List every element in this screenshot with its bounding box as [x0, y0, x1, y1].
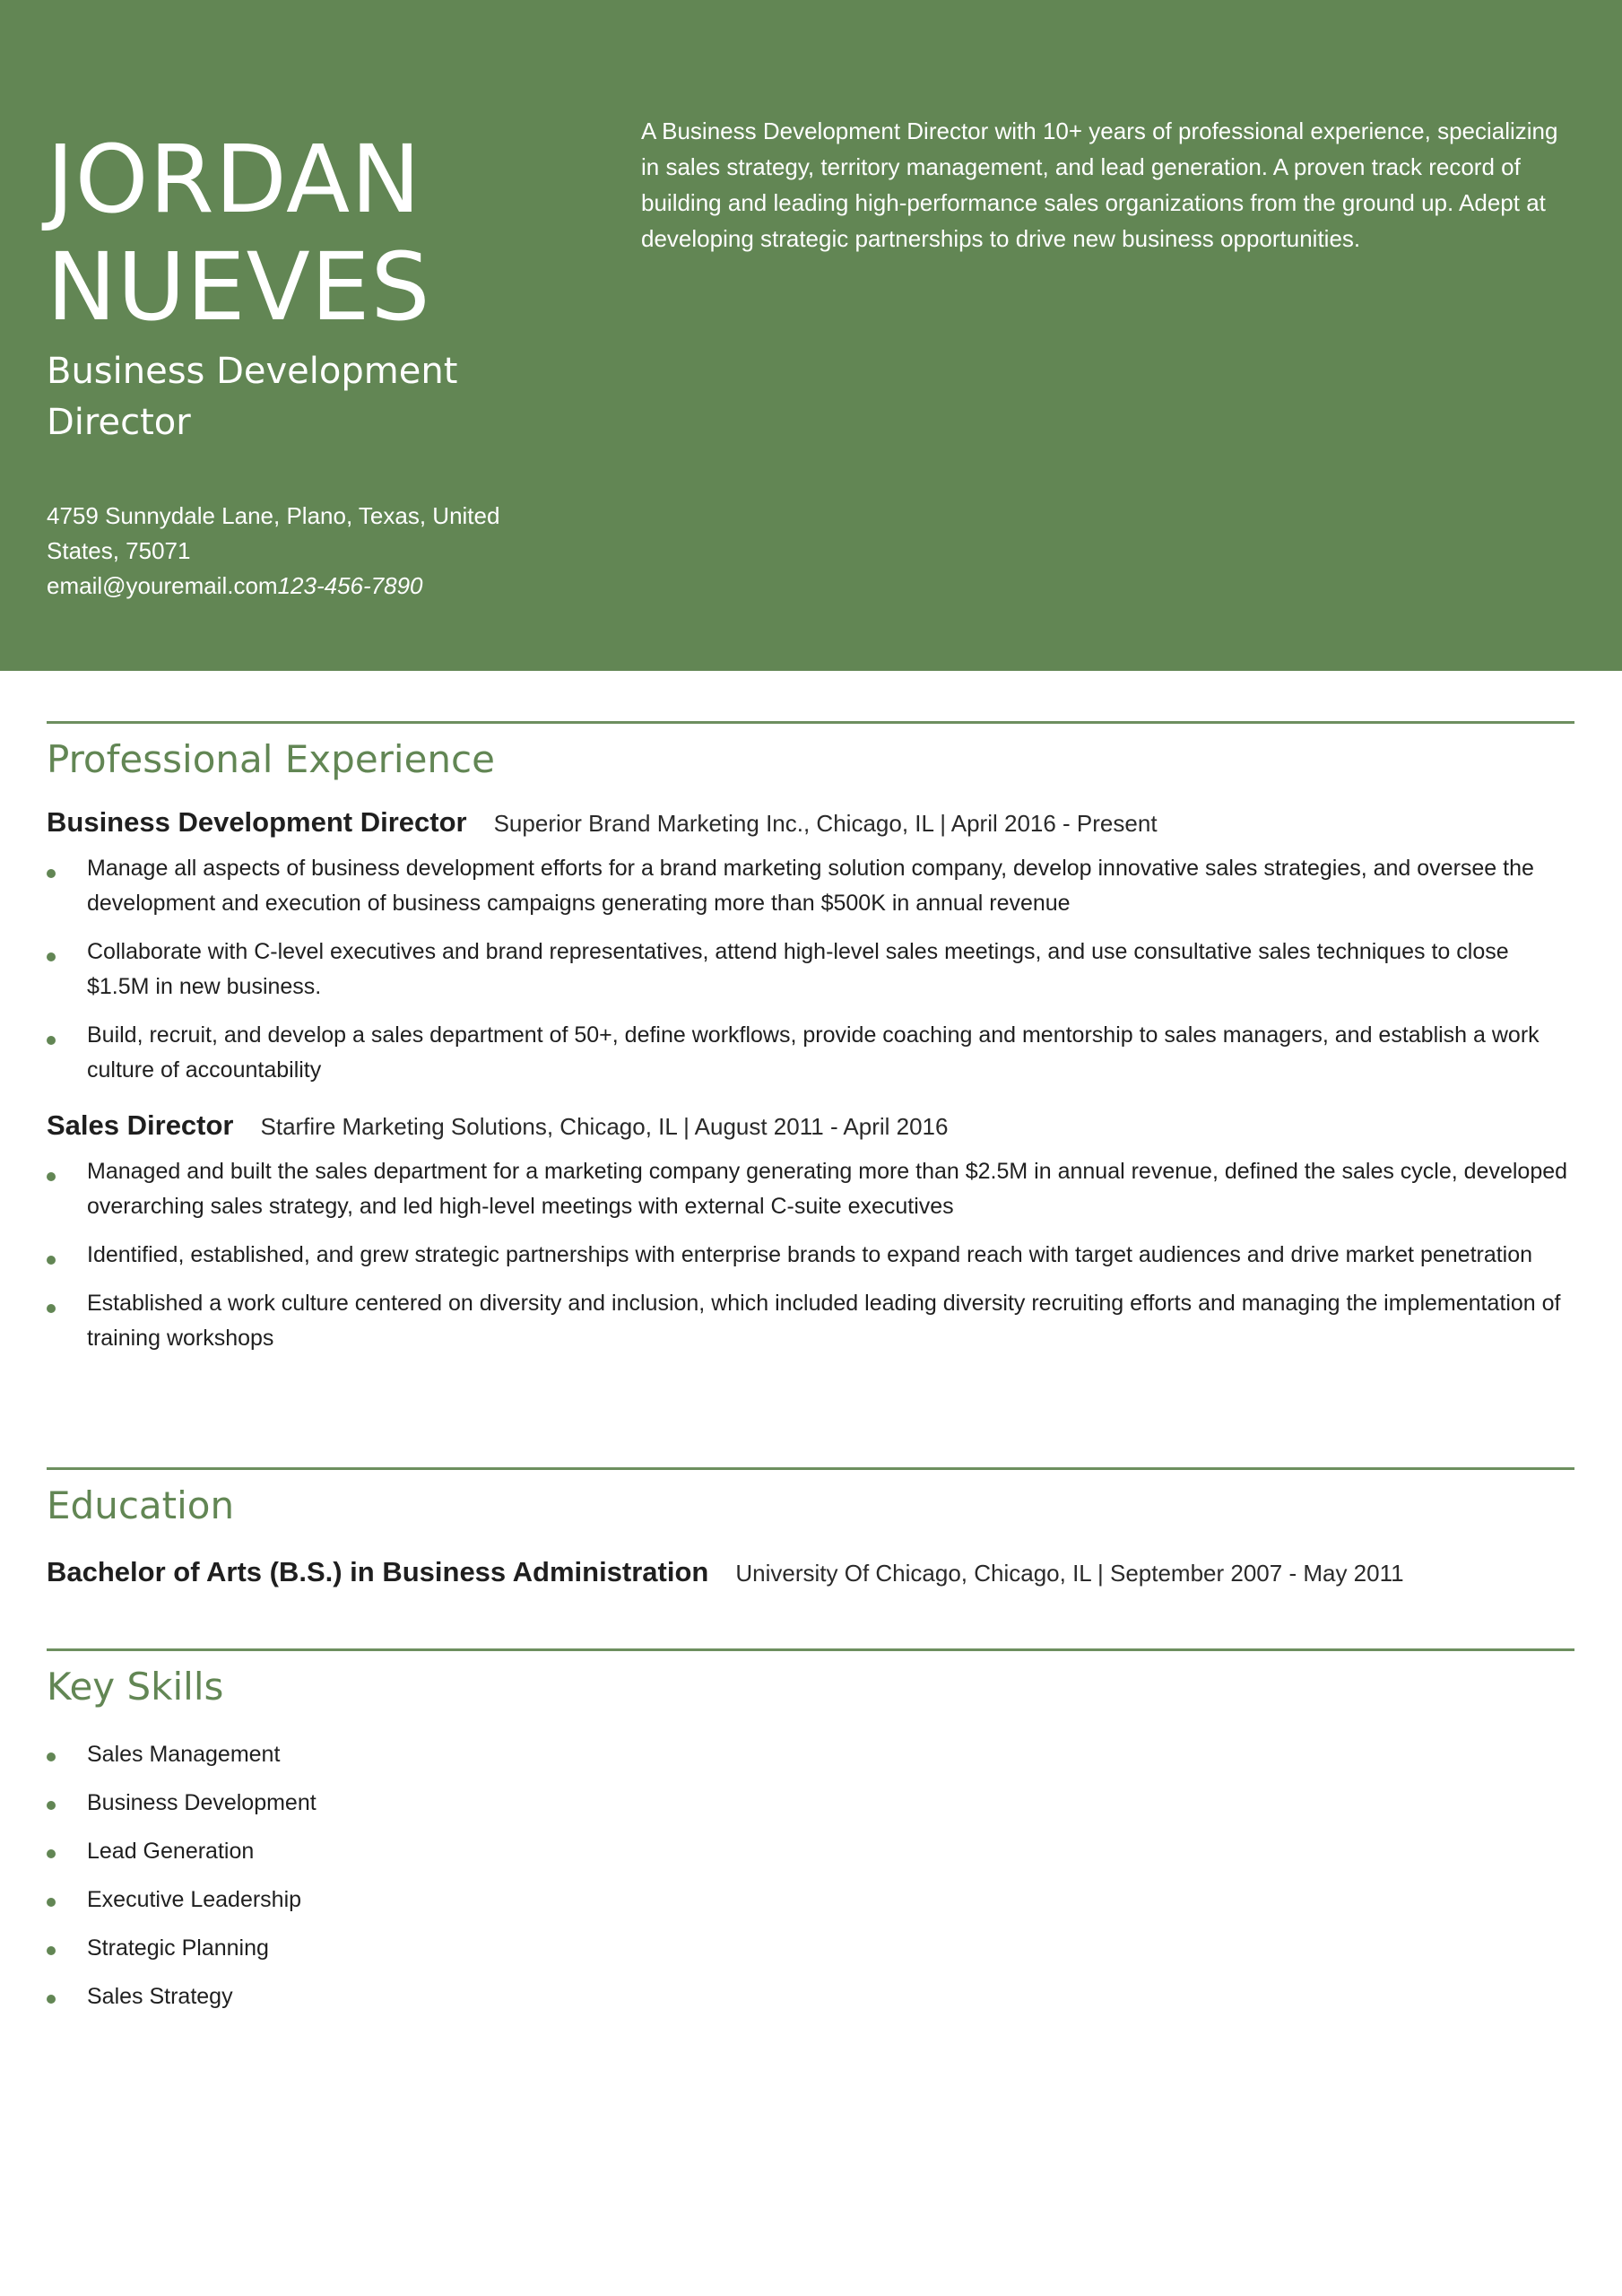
education-entry — [47, 1552, 1574, 1592]
professional-summary: A Business Development Director with 10+ years of professional experience, specializing in sales strategy, territory management, and lead generation. A proven track record of building and leading high-performance sales organizations from the ground up. Adept at developing strategic partnerships to drive new business opportunities. — [641, 117, 1558, 252]
job-bullets — [47, 1154, 1574, 1356]
job-header — [47, 803, 1574, 842]
job-meta: Starfire Marketing Solutions, Chicago, IL | August 2011 - April 2016 — [260, 1113, 949, 1140]
skill-text: Sales Management — [87, 1742, 281, 1767]
job-role: Sales Director — [47, 1109, 234, 1141]
bullet-dot-icon — [47, 1849, 56, 1858]
skills-section — [47, 1648, 1574, 2021]
bullet-text: Identified, established, and grew strategic partnerships with enterprise brands to expand reach with target audiences and drive market penetration — [87, 1242, 1533, 1267]
resume-header — [0, 0, 1622, 671]
job-meta: Superior Brand Marketing Inc., Chicago, IL | April 2016 - Present — [493, 810, 1158, 837]
bullet-dot-icon — [47, 1304, 56, 1313]
bullet-dot-icon — [47, 1172, 56, 1181]
bullet-dot-icon — [47, 1752, 56, 1761]
contact-phone[interactable]: 123-456-7890 — [277, 572, 423, 599]
experience-section — [47, 721, 1574, 1370]
skill-text: Lead Generation — [87, 1839, 255, 1864]
skill-item — [47, 1924, 1574, 1972]
bullet-dot-icon — [47, 1801, 56, 1810]
job-role: Business Development Director — [47, 806, 467, 838]
skill-item — [47, 1972, 1574, 2021]
section-title-skills: Key Skills — [47, 1665, 224, 1709]
bullet-item — [47, 1286, 1574, 1356]
skill-text: Business Development — [87, 1790, 317, 1815]
bullet-dot-icon — [47, 1898, 56, 1907]
skills-list — [47, 1730, 1574, 2021]
bullet-dot-icon — [47, 1995, 56, 2004]
bullet-text: Build, recruit, and develop a sales department of 50+, define workflows, provide coaching and mentorship to sales managers, and establish a work culture of accountability — [87, 1022, 1540, 1083]
skill-text: Executive Leadership — [87, 1887, 302, 1912]
skill-item — [47, 1875, 1574, 1924]
bullet-item — [47, 1154, 1574, 1224]
candidate-title: Business Development Director — [47, 351, 458, 443]
section-title-education: Education — [47, 1483, 235, 1527]
skill-text: Strategic Planning — [87, 1935, 269, 1961]
job-header — [47, 1106, 1574, 1145]
bullet-text: Manage all aspects of business development efforts for a brand marketing solution company, develop innovative sales strategies, and oversee the development and execution of business campaigns generating more than $500K in annual revenue — [87, 856, 1534, 916]
job-bullets — [47, 851, 1574, 1088]
education-section — [47, 1467, 1574, 1592]
bullet-dot-icon — [47, 1946, 56, 1955]
bullet-item — [47, 1238, 1574, 1273]
skill-item — [47, 1779, 1574, 1827]
bullet-dot-icon — [47, 1256, 56, 1265]
bullet-text: Managed and built the sales department for a marketing company generating more than $2.5M in annual revenue, defined the sales cycle, developed overarching sales strategy, and led high-level meetings with external C-suite executives — [87, 1159, 1568, 1219]
bullet-text: Collaborate with C-level executives and brand representatives, attend high-level sales meetings, and use consultative sales techniques to close $1.5M in new business. — [87, 939, 1509, 999]
name-last: NUEVES — [47, 232, 431, 342]
job-entry — [47, 803, 1574, 1088]
bullet-dot-icon — [47, 1036, 56, 1045]
bullet-text: Established a work culture centered on diversity and inclusion, which included leading diversity recruiting efforts and managing the implementation of training workshops — [87, 1291, 1561, 1351]
section-title-experience: Professional Experience — [47, 737, 495, 781]
bullet-item — [47, 851, 1574, 921]
job-entry — [47, 1106, 1574, 1356]
skill-item — [47, 1827, 1574, 1875]
bullet-item — [47, 935, 1574, 1004]
contact-email[interactable]: email@youremail.com — [47, 572, 278, 599]
skill-item — [47, 1730, 1574, 1779]
bullet-item — [47, 1018, 1574, 1088]
name-first: JORDAN — [47, 125, 421, 234]
education-degree: Bachelor of Arts (B.S.) in Business Administration — [47, 1556, 709, 1587]
contact-info — [47, 499, 549, 604]
candidate-name — [47, 126, 603, 341]
bullet-dot-icon — [47, 869, 56, 878]
skill-text: Sales Strategy — [87, 1984, 233, 2009]
bullet-dot-icon — [47, 952, 56, 961]
education-meta: University Of Chicago, Chicago, IL | September 2007 - May 2011 — [735, 1560, 1404, 1587]
contact-address: 4759 Sunnydale Lane, Plano, Texas, United States, 75071 — [47, 502, 500, 564]
